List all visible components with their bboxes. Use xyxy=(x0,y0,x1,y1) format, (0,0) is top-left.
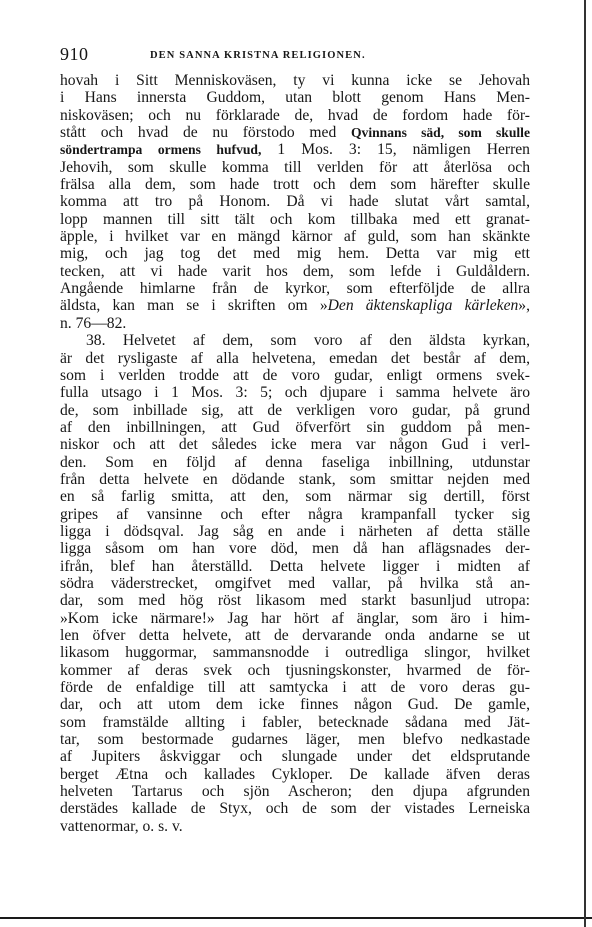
text-line: Angående himlarne från de kyrkor, som efterföljde de allra xyxy=(60,280,530,298)
text-line: dar, som med hög röst likasom med starkt basunljud utropa: xyxy=(60,592,530,610)
text-line: niskoväsen; och nu förklarade de, hvad de fordom hade för- xyxy=(60,106,530,124)
text-line: är det rysligaste af alla helvetena, emedan det består af dem, xyxy=(60,349,530,367)
text-line: hovah i Sitt Menniskoväsen, ty vi kunna icke se Jehovah xyxy=(60,72,530,89)
text-line: Jehovih, som skulle komma till verlden för att återlösa och xyxy=(60,158,530,176)
text-line: »Kom icke närmare!» Jag har hört af änglar, som äro i him- xyxy=(60,609,530,627)
text-line: förde de enfaldige till att samtycka i att de voro deras gu- xyxy=(60,679,530,697)
text-line: berget Ætna och kallades Cykloper. De kallade äfven deras xyxy=(60,765,530,783)
text-line: som i verlden trodde att de voro gudar, enligt ormens svek- xyxy=(60,366,530,384)
body-text xyxy=(60,72,530,835)
text-line: ligga i dödsqval. Jag såg en ande i närheten af detta ställe xyxy=(60,522,530,540)
text-line: n. 76—82. xyxy=(60,314,127,332)
text-line: äpple, i hvilket var en mängd kärnor af guld, som han skänkte xyxy=(60,228,530,246)
paragraph-start-line: 38. Helvetet af dem, som voro af den äldsta kyrkan, xyxy=(86,332,530,350)
text-line: stått och hvad de nu förstodo med Qvinnans säd, som skulle xyxy=(60,124,530,142)
text-line: af Jupiters åskviggar och slungade under det eldsprutande xyxy=(60,748,530,766)
text-line: lopp mannen till sitt tält och kom tillbaka med ett granat- xyxy=(60,210,530,228)
text-line: tar, som bestormade gudarnes läger, men blefvo nedkastade xyxy=(60,731,530,749)
text-line: gripes af vansinne och efter några krampanfall tycker sig xyxy=(60,505,530,523)
text-line: komma att tro på Honom. Då vi hade slutat vårt samtal, xyxy=(60,193,530,211)
text-line: derstädes kallade de Styx, och de som der vistades Lerneiska xyxy=(60,800,530,818)
text-line: söndertrampa ormens hufvud, 1 Mos. 3: 15, nämligen Herren xyxy=(60,141,530,159)
page-number: 910 xyxy=(60,44,89,64)
page-header xyxy=(60,44,530,70)
text-line: ifrån, blef han återställd. Detta helvete ligger i midten af xyxy=(60,557,530,575)
running-head: DEN SANNA KRISTNA RELIGIONEN. xyxy=(150,50,366,61)
text-line: kommer af deras svek och tjusningskonster, hvarmed de för- xyxy=(60,661,530,679)
text-line: i Hans innersta Guddom, utan blott genom Hans Men- xyxy=(60,89,530,107)
text-line: ligga såsom om han vore död, men då han aflägsnades der- xyxy=(60,540,530,558)
book-title-italic: Den äktenskapliga kärleken xyxy=(327,297,519,315)
text-line: fulla utsago i 1 Mos. 3: 5; och djupare i samma helvete äro xyxy=(60,384,530,402)
text-line: vattenormar, o. s. v. xyxy=(60,817,183,835)
bold-phrase: söndertrampa ormens hufvud, xyxy=(60,142,262,158)
text-line: frälsa alla dem, som hade trott och dem som härefter skulle xyxy=(60,176,530,194)
text-line: mig, och jag tog det med mig hem. Detta var mig ett xyxy=(60,245,530,263)
text-line: tecken, att vi hade varit hos dem, som lefde i Guldåldern. xyxy=(60,262,530,280)
text-line: af den inbillningen, att Gud öfverfört sin guddom på men- xyxy=(60,418,530,436)
text-line: en så farlig smitta, att den, som närmar sig dertill, först xyxy=(60,488,530,506)
text-line: som framstälde allting i fabler, betecknade sådana med Jät- xyxy=(60,713,530,731)
text-line: dar, och att utom dem icke finnes någon Gud. De gamle, xyxy=(60,696,530,714)
text-line: de, som inbillade sig, att de verkligen voro gudar, på grund xyxy=(60,401,530,419)
scan-right-edge xyxy=(584,0,586,927)
scan-bottom-edge xyxy=(0,917,592,919)
text-line: äldsta, kan man se i skriften om »Den äktenskapliga kärleken», xyxy=(60,297,530,315)
bold-phrase: Qvinnans säd, som skulle xyxy=(350,125,530,141)
text-line: den. Som en följd af denna faseliga inbillning, utdunstar xyxy=(60,453,530,471)
text-line: likasom huggormar, sammansnodde i outredliga slingor, hvilket xyxy=(60,644,530,662)
text-line: niskor och att det således icke mera var någon Gud i verl- xyxy=(60,436,530,454)
text-line: len öfver detta helvete, att de dervarande onda andarne se ut xyxy=(60,627,530,644)
text-line: helveten Tartarus och sjön Ascheron; den djupa afgrunden xyxy=(60,783,530,801)
text-line: södra väderstrecket, omgifvet med vallar, på hvilka stå an- xyxy=(60,574,530,592)
text-line: från detta helvete en dödande stank, som smittar nejden med xyxy=(60,470,530,488)
